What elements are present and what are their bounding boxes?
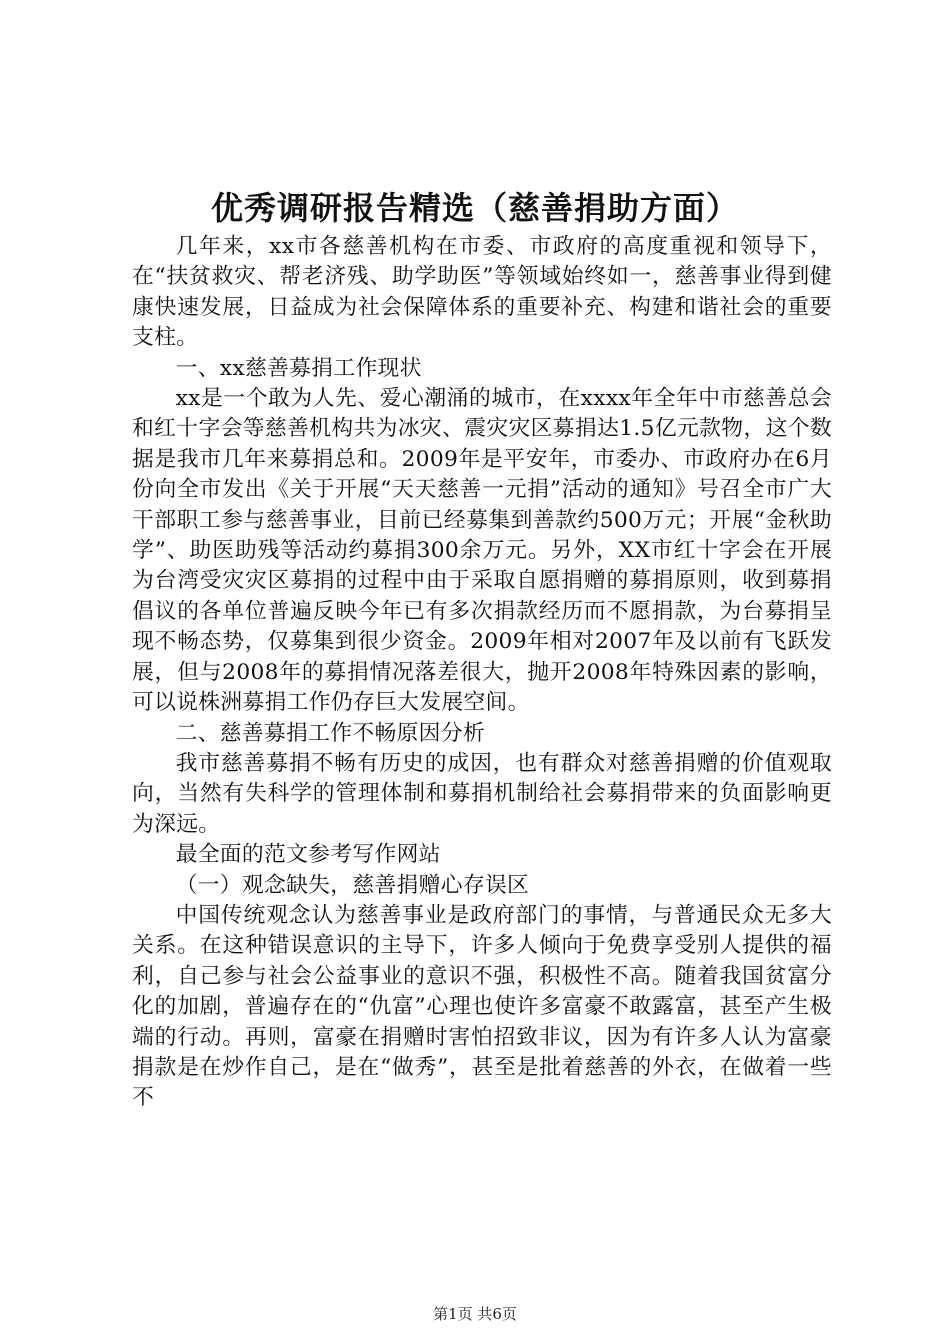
- paragraph-status: xx是一个敢为人先、爱心潮涌的城市，在xxxx年全年中市慈善总会和红十字会等慈善机构共为冰灾、震灾灾区募捐达1.5亿元款物，这个数据是我市几年来募捐总和。2009年是平安年，市委办、市政府办在6月份向全市发出《关于开展“天天慈善一元捐”活动的通知》号召全市广大干部职工参与慈善事业，目前已经募集到善款约500万元；开展“金秋助学”、助医助残等活动约募捐300余万元。另外，XX市红十字会在开展为台湾受灾灾区募捐的过程中由于采取自愿捐赠的募捐原则，收到募捐倡议的各单位普遍反映今年已有多次捐款经历而不愿捐款，为台募捐呈现不畅态势，仅募集到很少资金。2009年相对2007年及以前有飞跃发展，但与2008年的募捐情况落差很大，抛开2008年特殊因素的影响，可以说株洲募捐工作仍存巨大发展空间。: [132, 386, 832, 716]
- section-heading-2: 二、慈善募捐工作不畅原因分析: [175, 720, 485, 746]
- paragraph-intro: 几年来，xx市各慈善机构在市委、市政府的高度重视和领导下，在“扶贫救灾、帮老济残、助学助医”等领域始终如一，慈善事业得到健康快速发展，日益成为社会保障体系的重要补充、构建和谐社会的重要支柱。: [132, 234, 832, 351]
- paragraph-analysis: 我市慈善募捐不畅有历史的成因，也有群众对慈善捐赠的价值观取向，当然有失科学的管理体制和募捐机制给社会募捐带来的负面影响更为深远。: [132, 750, 832, 837]
- section-heading-1: 一、xx慈善募捐工作现状: [175, 355, 422, 381]
- paragraph-concept: 中国传统观念认为慈善事业是政府部门的事情，与普通民众无多大关系。在这种错误意识的主导下，许多人倾向于免费享受别人提供的福利，自己参与社会公益事业的意识不强，积极性不高。随着我国贫富分化的加剧，普遍存在的“仇富”心理也使许多富豪不敢露富，甚至产生极端的行动。再则，富豪在捐赠时害怕招致非议，因为有许多人认为富豪捐款是在炒作自己，是在“做秀”，甚至是批着慈善的外衣，在做着一些不: [132, 902, 832, 1111]
- page-footer: 第1页 共6页: [433, 1305, 517, 1323]
- document-body: [132, 232, 832, 1114]
- subsection-heading-1: （一）观念缺失，慈善捐赠心存误区: [175, 872, 530, 898]
- document-title: 优秀调研报告精选（慈善捐助方面）: [210, 189, 739, 227]
- paragraph-website-note: 最全面的范文参考写作网站: [175, 842, 441, 868]
